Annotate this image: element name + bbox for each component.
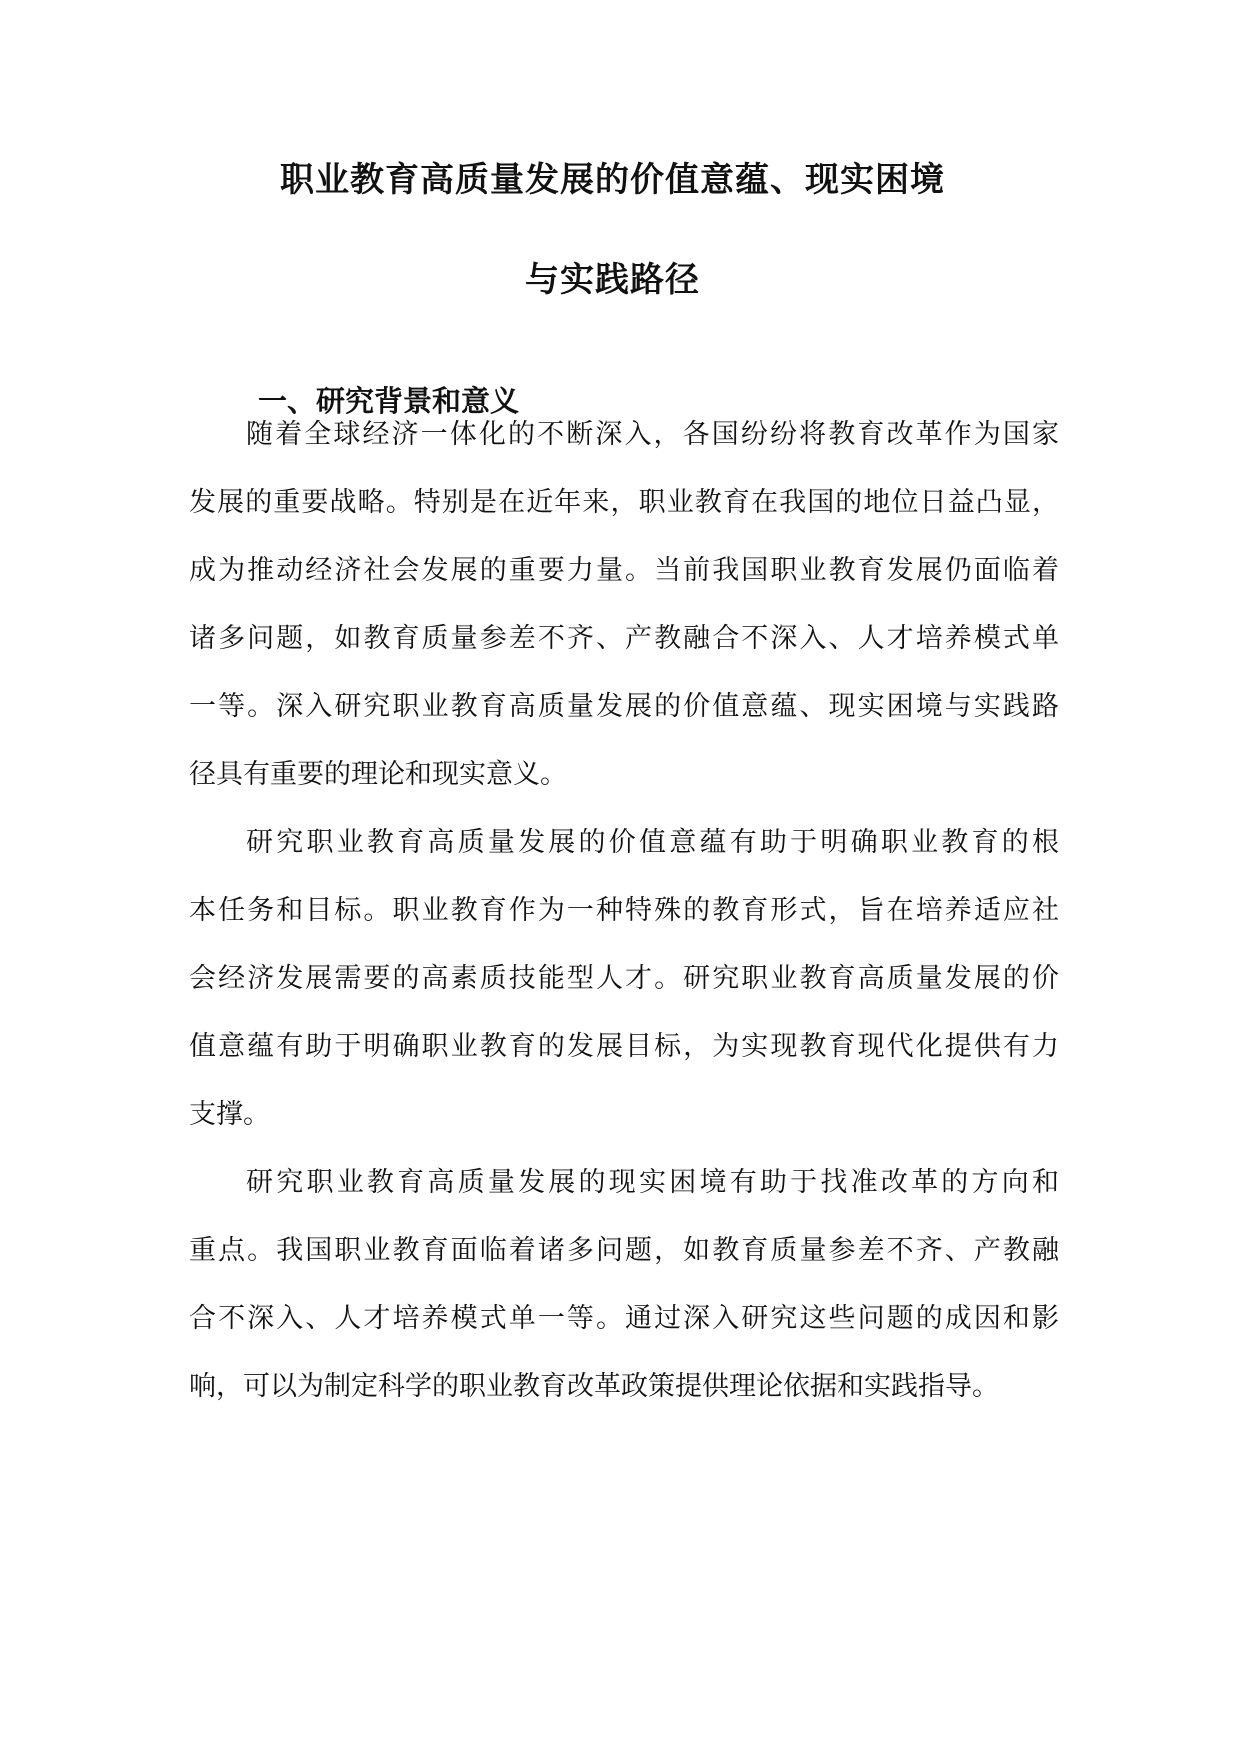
paragraph-line: 重点。我国职业教育面临着诸多问题，如教育质量参差不齐、产教融 (189, 1235, 1059, 1266)
paragraph-line: 值意蕴有助于明确职业教育的发展目标，为实现教育现代化提供有力 (189, 1031, 1059, 1062)
paragraph-line: 发展的重要战略。特别是在近年来，职业教育在我国的地位日益凸显， (189, 487, 1059, 518)
paragraph-line: 成为推动经济社会发展的重要力量。当前我国职业教育发展仍面临着 (189, 555, 1059, 586)
paragraph-line: 会经济发展需要的高素质技能型人才。研究职业教育高质量发展的价 (189, 963, 1059, 994)
paragraph-line: 一等。深入研究职业教育高质量发展的价值意蕴、现实困境与实践路 (189, 691, 1059, 722)
paragraph-line: 随着全球经济一体化的不断深入，各国纷纷将教育改革作为国家 (246, 419, 1059, 450)
paragraph-line: 研究职业教育高质量发展的价值意蕴有助于明确职业教育的根 (246, 827, 1059, 858)
paragraph-line: 合不深入、人才培养模式单一等。通过深入研究这些问题的成因和影 (189, 1303, 1059, 1334)
paragraph-line: 本任务和目标。职业教育作为一种特殊的教育形式，旨在培养适应社 (189, 895, 1059, 926)
paragraph-line: 支撑。 (189, 1099, 270, 1130)
paragraph-line: 响，可以为制定科学的职业教育改革政策提供理论依据和实践指导。 (189, 1371, 999, 1402)
paragraph-line: 研究职业教育高质量发展的现实困境有助于找准改革的方向和 (246, 1167, 1059, 1198)
document-title-line-1: 职业教育高质量发展的价值意蕴、现实困境 (280, 160, 945, 200)
document-title-line-2: 与实践路径 (525, 260, 700, 300)
paragraph-line: 诸多问题，如教育质量参差不齐、产教融合不深入、人才培养模式单 (189, 623, 1059, 654)
section-heading: 一、研究背景和意义 (258, 384, 520, 418)
paragraph-line: 径具有重要的理论和现实意义。 (189, 759, 567, 790)
